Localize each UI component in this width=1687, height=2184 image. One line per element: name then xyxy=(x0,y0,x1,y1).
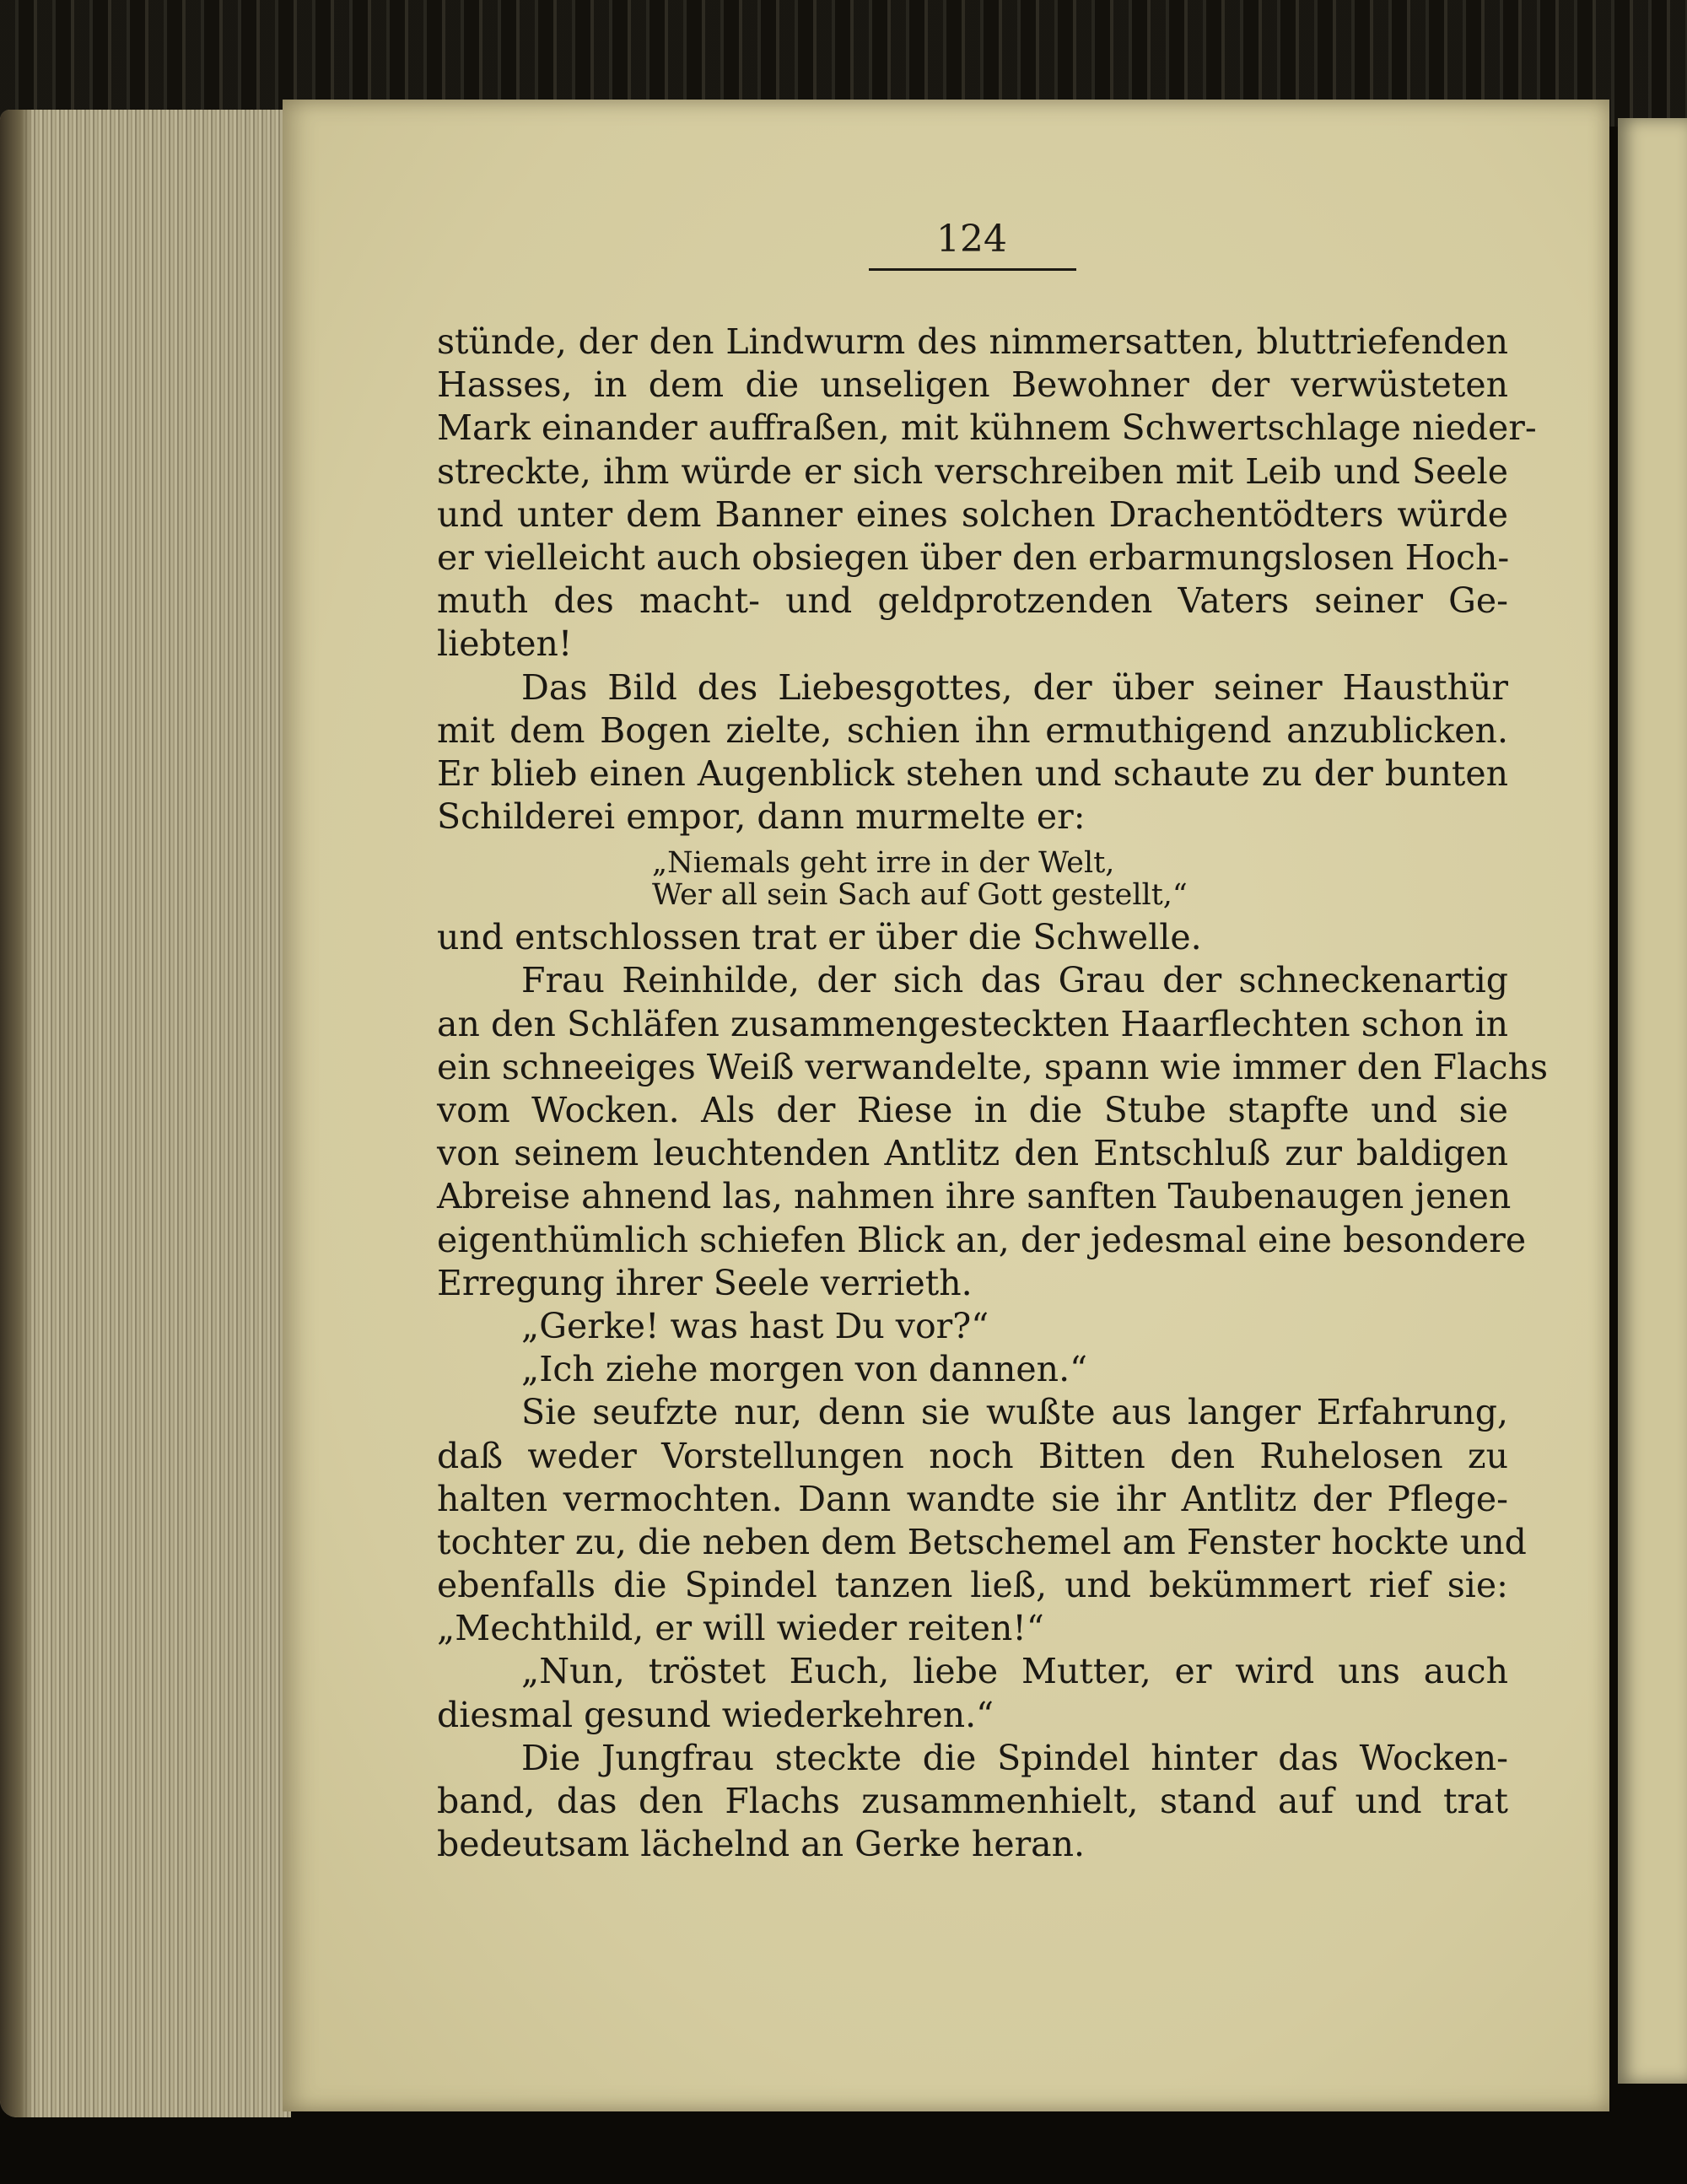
text-line: „Ich ziehe morgen von dannen.“ xyxy=(521,1349,1088,1390)
text-line: ein schneeiges Weiß verwandelte, spann wie immer den Flachs xyxy=(437,1046,1549,1087)
text-line: eigenthümlich schiefen Blick an, der jedesmal eine besondere xyxy=(437,1219,1527,1260)
body-text xyxy=(437,321,1549,1866)
text-line: tochter zu, die neben dem Betschemel am Fenster hockte und xyxy=(437,1521,1527,1562)
text-line: Sie seufzte nur, denn sie wußte aus langer Erfahrung, xyxy=(521,1392,1508,1433)
text-line: an den Schläfen zusammengesteckten Haarflechten schon in xyxy=(437,1003,1508,1044)
text-line: daß weder Vorstellungen noch Bitten den Ruhelosen zu xyxy=(437,1435,1508,1476)
text-line: und unter dem Banner eines solchen Drachentödters würde xyxy=(437,493,1508,535)
text-line: er vielleicht auch obsiegen über den erbarmungslosen Hoch- xyxy=(437,537,1510,578)
text-line: streckte, ihm würde er sich verschreiben mit Leib und Seele xyxy=(437,450,1508,492)
text-line: Die Jungfrau steckte die Spindel hinter das Wocken- xyxy=(521,1737,1508,1778)
text-line: muth des macht- und geldprotzenden Vaters seiner Ge- xyxy=(437,580,1508,622)
text-line: und entschlossen trat er über die Schwelle. xyxy=(437,917,1202,958)
text-line: Erregung ihrer Seele verrieth. xyxy=(437,1262,973,1303)
text-line: Das Bild des Liebesgottes, der über seiner Hausthür xyxy=(521,666,1508,708)
text-line: „Nun, tröstet Euch, liebe Mutter, er wird uns auch xyxy=(521,1651,1508,1692)
text-line: vom Wocken. Als der Riese in die Stube stapfte und sie xyxy=(437,1090,1508,1130)
text-line: liebten! xyxy=(437,623,573,665)
text-line: stünde, der den Lindwurm des nimmersatten, bluttriefenden xyxy=(437,321,1508,362)
text-line: Frau Reinhilde, der sich das Grau der schneckenartig xyxy=(521,960,1508,1001)
text-line: Hasses, in dem die unseligen Bewohner der verwüsteten xyxy=(437,364,1508,406)
facing-page-edge xyxy=(1618,118,1687,2084)
verse-line: „Niemals geht irre in der Welt, xyxy=(652,846,1115,881)
text-line: „Mechthild, er will wieder reiten!“ xyxy=(437,1608,1044,1649)
text-line: diesmal gesund wiederkehren.“ xyxy=(437,1694,994,1735)
page-number: 124 xyxy=(936,218,1007,261)
text-line: halten vermochten. Dann wandte sie ihr Antlitz der Pflege- xyxy=(437,1478,1508,1519)
text-line: ebenfalls die Spindel tanzen ließ, und bekümmert rief sie: xyxy=(437,1565,1508,1606)
text-line: band, das den Flachs zusammenhielt, stand auf und trat xyxy=(437,1781,1508,1821)
text-line: „Gerke! was hast Du vor?“ xyxy=(521,1305,989,1346)
text-line: Schilderei empor, dann murmelte er: xyxy=(437,796,1086,838)
verse-line: Wer all sein Sach auf Gott gestellt,“ xyxy=(652,878,1188,913)
text-line: Er blieb einen Augenblick stehen und schaute zu der bunten xyxy=(437,752,1508,794)
text-line: Mark einander auffraßen, mit kühnem Schwertschlage nieder- xyxy=(437,407,1537,449)
text-line: von seinem leuchtenden Antlitz den Entschluß zur baldigen xyxy=(437,1133,1508,1174)
header-rule xyxy=(869,268,1076,271)
text-line: mit dem Bogen zielte, schien ihn ermuthigend anzublicken. xyxy=(437,709,1508,751)
book-page-edges xyxy=(0,110,291,2117)
text-line: bedeutsam lächelnd an Gerke heran. xyxy=(437,1824,1086,1865)
text-line: Abreise ahnend las, nahmen ihre sanften Taubenaugen jenen xyxy=(437,1176,1512,1217)
